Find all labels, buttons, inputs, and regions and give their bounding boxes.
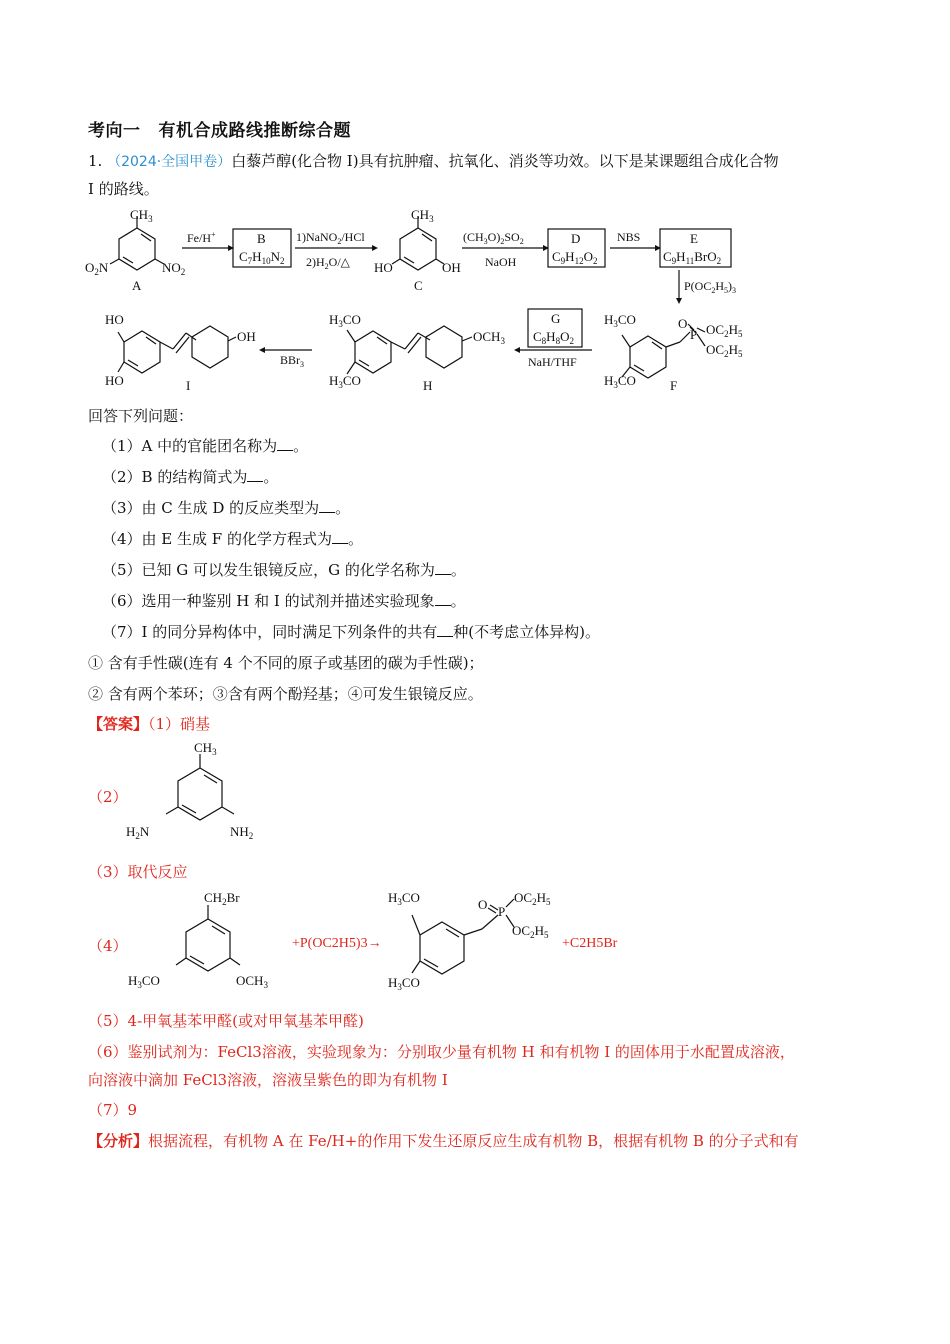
- svg-text:C9H11BrO2: $C_9H_{11}BrO_2$: [663, 249, 722, 266]
- section-label: 考向一: [88, 121, 141, 141]
- svg-text:O: O: [478, 897, 488, 912]
- svg-text:NO2: $NO_2$: [162, 260, 186, 277]
- svg-text:OC2H5: $OC_2H_5$: [706, 342, 743, 359]
- svg-text:H3CO: $H_3CO$: [128, 973, 160, 990]
- svg-text:CH3: $CH_3$: [411, 207, 434, 224]
- svg-text:HO: HO: [374, 260, 393, 275]
- question-number: 1.: [88, 152, 103, 170]
- label-A: A: [132, 278, 142, 293]
- label-C: C: [414, 278, 423, 293]
- svg-text:H3CO: $H_3CO$: [604, 312, 636, 329]
- svg-text:OC2H5: $OC_2H_5$: [512, 923, 549, 940]
- svg-text:OC2H5: $OC_2H_5$: [706, 322, 743, 339]
- answer-blank: [435, 593, 451, 606]
- answer-4-equation: [120, 885, 640, 995]
- subquestion-1: （1）A 中的官能团名称为 。: [102, 437, 309, 455]
- answer-blank: [435, 562, 451, 575]
- svg-text:OCH3: $OCH_3$: [473, 329, 505, 346]
- svg-text:(CH3O)2SO2: $(CH_3O)_2SO_2$: [463, 230, 524, 246]
- svg-text:HO: HO: [105, 373, 124, 388]
- svg-text:C8H8O2: $C_8H_8O_2$: [533, 329, 574, 346]
- svg-text:C9H12O2: $C_9H_{12}O_2$: [552, 249, 598, 266]
- answer-tag: 【答案】: [88, 715, 149, 733]
- answer-6-line1: （6）鉴别试剂为：FeCl3溶液，实验现象为：分别取少量有机物 H 和有机物 I 的固体用于水配置成溶液，: [88, 1043, 795, 1061]
- label-F: F: [670, 378, 678, 393]
- compound-A-structure: [110, 216, 164, 270]
- compound-H-structure: [347, 326, 472, 374]
- svg-text:OH: OH: [442, 260, 461, 275]
- svg-text:H3CO: $H_3CO$: [388, 890, 420, 907]
- question-stem: 白藜芦醇(化合物 I)具有抗肿瘤、抗氧化、消炎等功效。以下是某课题组合成化合物: [231, 152, 779, 170]
- subquestion-7: （7）I 的同分异构体中，同时满足下列条件的共有 种(不考虑立体异构)。: [102, 623, 600, 641]
- answer-1: 【答案】（1）硝基: [88, 715, 211, 733]
- answer-2-label: （2）: [88, 788, 128, 806]
- answer-blank: [247, 469, 263, 482]
- answer-3: （3）取代反应: [88, 863, 188, 881]
- svg-text:H2N: $H_2N$: [126, 824, 150, 841]
- subquestion-4: （4）由 E 生成 F 的化学方程式为 。: [102, 530, 363, 548]
- svg-text:1)NaNO2/HCl: 1)NaNO$_2$/HCl: [296, 230, 365, 246]
- compound-C-structure: [392, 216, 444, 270]
- svg-text:OH: OH: [237, 329, 256, 344]
- answer-blank: [437, 624, 453, 637]
- label-E: E: [690, 231, 698, 246]
- svg-text:P: P: [690, 327, 698, 342]
- svg-text:OCH3: $OCH_3$: [236, 973, 268, 990]
- answer-2-structure: [120, 738, 290, 848]
- answer-4-product: +C2H5Br: [562, 936, 618, 951]
- svg-text:H3CO: $H_3CO$: [329, 312, 361, 329]
- svg-text:OC2H5: $OC_2H_5$: [514, 890, 551, 907]
- label-B: B: [257, 231, 266, 246]
- answer-4-reagent: +P(OC2H5)3→: [292, 936, 382, 951]
- label-H: H: [423, 378, 433, 393]
- subquestion-6: （6）选用一种鉴别 H 和 I 的试剂并描述实验现象 。: [102, 592, 466, 610]
- svg-text:HO: HO: [105, 312, 124, 327]
- question-stem-line2: I 的路线。: [88, 180, 159, 198]
- svg-text:CH3: $CH_3$: [130, 207, 153, 224]
- svg-text:O: O: [678, 316, 688, 331]
- svg-text:P(OC2H5)3: $P(OC_2H_5)_3$: [684, 279, 737, 295]
- svg-text:NaOH: NaOH: [485, 255, 517, 269]
- reagent-DE: NBS: [617, 230, 641, 244]
- subquestion-5: （5）已知 G 可以发生银镜反应，G 的化学名称为 。: [102, 561, 466, 579]
- svg-text:CH2Br: $CH_2Br$: [204, 890, 240, 907]
- compound-I-structure: [118, 326, 236, 373]
- svg-text:C7H10N2: $C_7H_{10}N_2$: [239, 249, 285, 266]
- question-source: （2024·全国甲卷）: [107, 154, 232, 170]
- svg-text:H3CO: $H_3CO$: [329, 373, 361, 390]
- section-heading: 有机合成路线推断综合题: [158, 121, 351, 141]
- answer-5: （5）4-甲氧基苯甲醛(或对甲氧基苯甲醛): [88, 1012, 364, 1030]
- synthesis-scheme: [0, 0, 950, 400]
- condition-1: ① 含有手性碳(连有 4 个不同的原子或基团的碳为手性碳)；: [88, 654, 484, 672]
- answer-blank: [332, 531, 348, 544]
- svg-text:NH2: $NH_2$: [230, 824, 254, 841]
- label-G: G: [551, 311, 561, 326]
- condition-2: ② 含有两个苯环；③含有两个酚羟基；④可发生银镜反应。: [88, 685, 483, 703]
- svg-text:H3CO: $H_3CO$: [604, 373, 636, 390]
- subquestion-2: （2）B 的结构简式为 。: [102, 468, 279, 486]
- svg-text:H3CO: $H_3CO$: [388, 975, 420, 992]
- analysis-tag: 【分析】: [88, 1132, 149, 1150]
- analysis: [88, 1130, 799, 1151]
- answer-7: （7）9: [88, 1101, 138, 1119]
- label-I: I: [186, 378, 191, 393]
- label-D: D: [571, 231, 581, 246]
- svg-text:P: P: [498, 904, 506, 919]
- prompt: 回答下列问题：: [88, 407, 194, 425]
- reagent-AB: Fe/H+: [187, 230, 216, 245]
- analysis-text: 根据流程，有机物 A 在 Fe/H+的作用下发生还原反应生成有机物 B，根据有机物 B 的分子式和有: [148, 1132, 799, 1150]
- answer-blank: [277, 438, 293, 451]
- svg-text:2)H2O/△: $2)H_2O/\triangle$: [306, 255, 350, 271]
- reagent-FH: NaH/THF: [528, 355, 577, 369]
- subquestion-3: （3）由 C 生成 D 的反应类型为 。: [102, 499, 351, 517]
- answer-4-label: （4）: [88, 937, 128, 955]
- answer-6-line2: 向溶液中滴加 FeCl3溶液，溶液呈紫色的即为有机物 I: [88, 1071, 448, 1089]
- answer-blank: [319, 500, 335, 513]
- svg-text:O2N: $O_2N$: [85, 260, 109, 277]
- svg-text:BBr3: BBr$_3$: [280, 353, 305, 369]
- svg-text:CH3: $CH_3$: [194, 740, 217, 757]
